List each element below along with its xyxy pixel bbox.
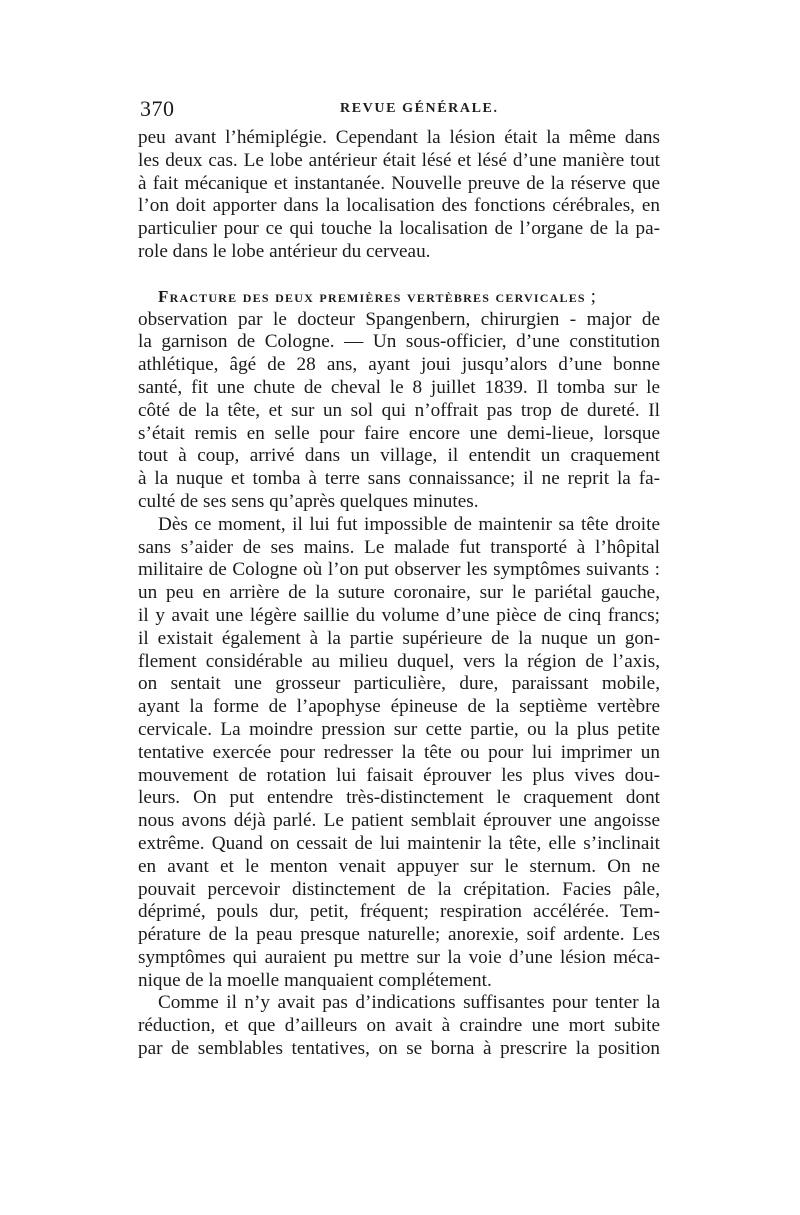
text-line: mouvement de rotation lui faisait éprouver les plus vives dou- xyxy=(138,764,660,786)
section-heading: Fracture des deux premières vertèbres cervicales xyxy=(158,286,586,306)
text-line: tentative exercée pour redresser la tête ou pour lui imprimer un xyxy=(138,741,660,763)
text-line: par de semblables tentatives, on se borna à prescrire la position xyxy=(138,1038,660,1060)
paragraph-2 xyxy=(138,286,660,514)
text-line: Dès ce moment, il lui fut impossible de maintenir sa tête droite xyxy=(158,513,660,535)
page-header xyxy=(140,96,660,124)
text-line: nous avons déjà parlé. Le patient semblait éprouver une angoisse xyxy=(138,810,660,832)
text-line: role dans le lobe antérieur du cerveau. xyxy=(138,240,431,262)
text-line: symptômes qui auraient pu mettre sur la voie d’une lésion méca- xyxy=(138,946,660,968)
text-line: tout à coup, arrivé dans un village, il entendit un craquement xyxy=(138,445,660,467)
text-line: santé, fit une chute de cheval le 8 juillet 1839. Il tomba sur le xyxy=(138,376,660,398)
text-line: côté de la tête, et sur un sol qui n’offrait pas trop de dureté. Il xyxy=(138,399,660,421)
text-line: on sentait une grosseur particulière, dure, paraissant mobile, xyxy=(138,673,660,695)
text-line: pérature de la peau presque naturelle; anorexie, soif ardente. Les xyxy=(138,924,660,946)
text-line: flement considérable au milieu duquel, vers la région de l’axis, xyxy=(138,650,660,672)
text-line: ayant la forme de l’apophyse épineuse de la septième vertèbre xyxy=(138,696,660,718)
paragraph-3 xyxy=(138,514,660,993)
text-line: peu avant l’hémiplégie. Cependant la lésion était la même dans xyxy=(138,127,660,148)
text-line: observation par le docteur Spangenbern, chirurgien - major de xyxy=(138,308,660,330)
section-gap xyxy=(138,264,660,286)
paragraph-4 xyxy=(138,992,660,1060)
text-line: déprimé, pouls dur, petit, fréquent; respiration accélérée. Tem- xyxy=(138,901,660,923)
heading-punctuation: ; xyxy=(585,285,596,307)
section-heading-line xyxy=(138,286,660,309)
text-line: un peu en arrière de la suture coronaire, sur le pariétal gauche, xyxy=(138,582,660,604)
text-line: il y avait une légère saillie du volume d’une pièce de cinq francs; xyxy=(138,604,660,626)
text-line: pouvait percevoir distinctement de la crépitation. Facies pâle, xyxy=(138,878,660,900)
text-line: en avant et le menton venait appuyer sur le sternum. On ne xyxy=(138,855,660,877)
text-line: particulier pour ce qui touche la localisation de l’organe de la pa- xyxy=(138,218,660,240)
text-line: à la nuque et tomba à terre sans connaissance; il ne reprit la fa- xyxy=(138,468,660,490)
text-line: l’on doit apporter dans la localisation des fonctions cérébrales, en xyxy=(138,195,660,217)
text-line: sans s’aider de ses mains. Le malade fut transporté à l’hôpital xyxy=(138,536,660,558)
text-line: leurs. On put entendre très-distinctement le craquement dont xyxy=(138,787,660,809)
text-line: culté de ses sens qu’après quelques minutes. xyxy=(138,490,479,512)
text-line: les deux cas. Le lobe antérieur était lésé et lésé d’une manière tout xyxy=(138,149,660,171)
text-line: à fait mécanique et instantanée. Nouvelle preuve de la réserve que xyxy=(138,172,660,194)
text-line: athlétique, âgé de 28 ans, ayant joui jusqu’alors d’une bonne xyxy=(138,354,660,376)
body-text xyxy=(138,127,660,1061)
paragraph-1 xyxy=(138,127,660,264)
running-head: REVUE GÉNÉRALE. xyxy=(340,101,499,116)
text-line: Comme il n’y avait pas d’indications suffisantes pour tenter la xyxy=(158,992,660,1014)
text-line: il existait également à la partie supérieure de la nuque un gon- xyxy=(138,627,660,649)
text-line: s’était remis en selle pour faire encore une demi-lieue, lorsque xyxy=(138,422,660,444)
text-line: nique de la moelle manquaient complétement. xyxy=(138,969,492,991)
text-line: réduction, et que d’ailleurs on avait à craindre une mort subite xyxy=(138,1015,660,1037)
page-number: 370 xyxy=(140,96,175,121)
text-line: cervicale. La moindre pression sur cette partie, ou la plus petite xyxy=(138,718,660,740)
text-line: extrême. Quand on cessait de lui maintenir la tête, elle s’inclinait xyxy=(138,832,660,854)
text-line: la garnison de Cologne. — Un sous-officier, d’une constitution xyxy=(138,331,660,353)
text-line: militaire de Cologne où l’on put observer les symptômes suivants : xyxy=(138,559,660,581)
